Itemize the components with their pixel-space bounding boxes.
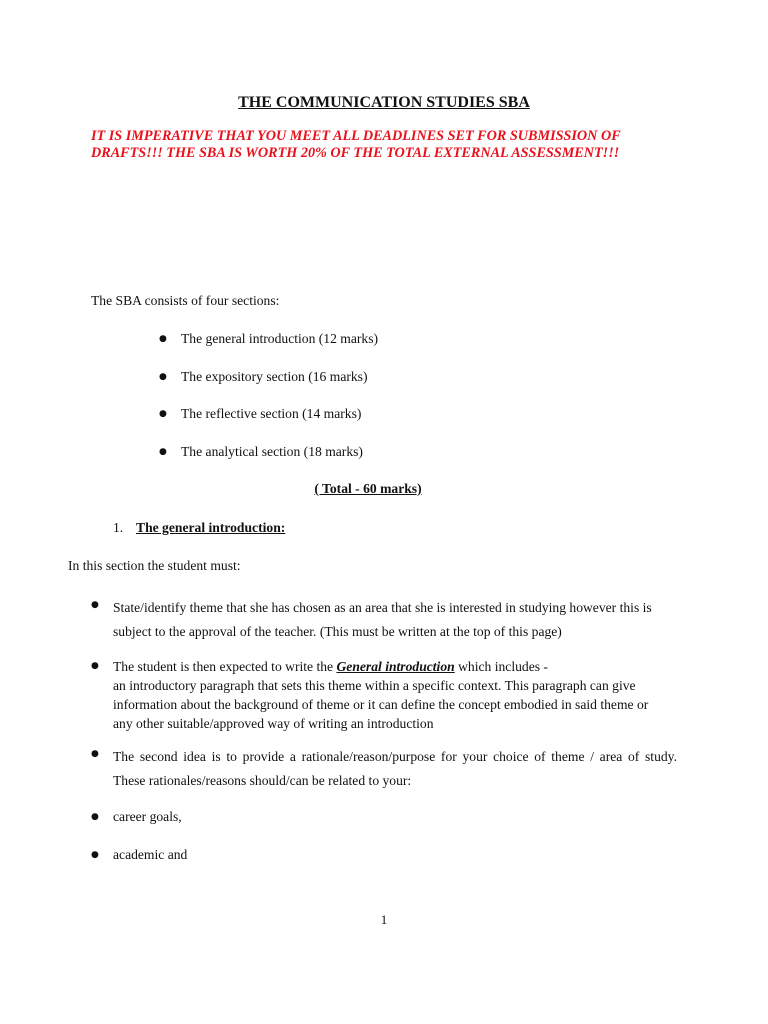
general-introduction-term: General introduction [336, 659, 455, 674]
heading-number: 1. [113, 520, 124, 535]
theme-point-line-2: subject to the approval of the teacher. (This must be written at the top of this page) [113, 624, 562, 639]
bullet-icon: ● [91, 600, 99, 610]
bullet-icon: ● [91, 661, 99, 671]
general-introduction-line-1 [113, 657, 648, 676]
section-item: The expository section (16 marks) [181, 369, 368, 384]
line-text: The student is then expected to write the [113, 659, 337, 674]
section-item: The general introduction (12 marks) [181, 331, 379, 346]
student-must-label: In this section the student must: [68, 558, 241, 573]
theme-point [113, 596, 652, 644]
bullet-icon: ● [159, 372, 167, 382]
general-introduction-point [113, 657, 648, 733]
general-introduction-line-2: an introductory paragraph that sets this theme within a specific context. This paragraph can give [113, 678, 636, 693]
section-item: The reflective section (14 marks) [181, 406, 362, 421]
rationale-line-2: These rationales/reasons should/can be related to your: [113, 773, 412, 788]
academic-point: academic and [113, 847, 188, 862]
bullet-icon: ● [91, 850, 99, 860]
bullet-icon: ● [159, 409, 167, 419]
section-heading: The general introduction: [136, 520, 286, 535]
general-introduction-line-4: any other suitable/approved way of writing an introduction [113, 716, 434, 731]
section-item: The analytical section (18 marks) [181, 444, 363, 459]
theme-point-line-1: State/identify theme that she has chosen as an area that she is interested in studying however this is [113, 600, 652, 615]
deadline-warning [91, 128, 691, 162]
bullet-icon: ● [159, 447, 167, 457]
line-text: which includes - [454, 659, 548, 674]
warning-line-2: DRAFTS!!! THE SBA IS WORTH 20% OF THE TOTAL EXTERNAL ASSESSMENT!!! [91, 145, 620, 161]
rationale-point [113, 745, 677, 793]
sections-intro: The SBA consists of four sections: [91, 293, 280, 308]
career-goals-point: career goals, [113, 809, 182, 824]
rationale-line-1: The second idea is to provide a rationale/reason/purpose for your choice of theme / area of study. [113, 749, 677, 764]
page-number: 1 [380, 912, 388, 927]
bullet-icon: ● [159, 334, 167, 344]
general-introduction-line-3: information about the background of theme or it can define the concept embodied in said theme or [113, 697, 649, 712]
bullet-icon: ● [91, 749, 99, 759]
total-marks: ( Total - 60 marks) [314, 481, 422, 496]
document-title: THE COMMUNICATION STUDIES SBA [238, 94, 530, 111]
bullet-icon: ● [91, 812, 99, 822]
warning-line-1: IT IS IMPERATIVE THAT YOU MEET ALL DEADLINES SET FOR SUBMISSION OF [91, 128, 621, 144]
